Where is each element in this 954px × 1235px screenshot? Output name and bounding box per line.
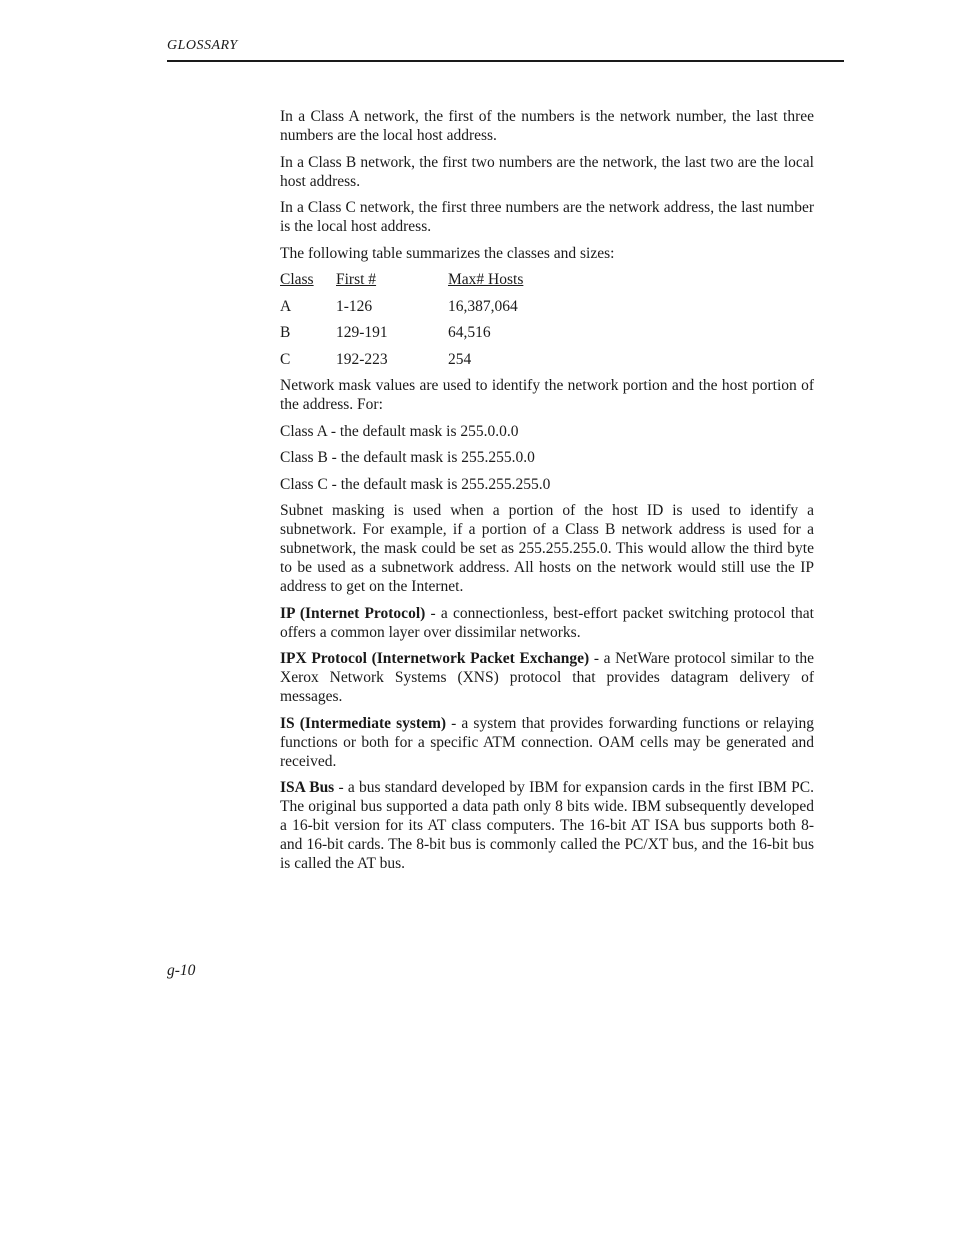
column-header-first: First # bbox=[336, 271, 377, 288]
glossary-definition: - a bus standard developed by IBM for expansion cards in the first IBM PC. The original bus supported a data path only 8 bits wide. IBM subsequently developed a 16-bit version for its AT class computers. The 16-bit AT ISA bus supports both 8- and 16-bit cards. The 8-bit bus is commonly called the PC/XT bus, and the 16-bit bus is called the AT bus. bbox=[280, 779, 814, 872]
glossary-term: IPX Protocol (Internetwork Packet Exchange) bbox=[280, 650, 590, 667]
body-column bbox=[280, 107, 814, 881]
table-cell: 64,516 bbox=[448, 324, 491, 341]
paragraph-class-a: In a Class A network, the first of the numbers is the network number, the last three numbers are the local host address. bbox=[280, 108, 814, 144]
table-cell: 16,387,064 bbox=[448, 297, 518, 315]
column-header-max-hosts: Max# Hosts bbox=[448, 271, 524, 288]
table-cell: 129-191 bbox=[336, 324, 388, 341]
glossary-definition: - a system that provides forwarding functions or relaying functions or both for a specific ATM connection. OAM cells may be generated and received. bbox=[280, 714, 814, 770]
table-cell: 1-126 bbox=[336, 297, 373, 315]
glossary-term: IP (Internet Protocol) bbox=[280, 604, 426, 622]
header-rule bbox=[167, 60, 844, 62]
glossary-entry-ipx bbox=[280, 649, 814, 706]
table-row bbox=[280, 297, 814, 316]
paragraph-subnet-masking: Subnet masking is used when a portion of the host ID is used to identify a subnetwork. For example, if a portion of a Class B network address is used for a subnetwork, the mask could be set as 255.255.255.0. This would allow the third byte to be used as a subnetwork address. All hosts on the network would still use the IP address to get on the Internet. bbox=[280, 502, 814, 595]
glossary-entry-is bbox=[280, 714, 814, 771]
table-cell: B bbox=[280, 324, 291, 341]
glossary-entry-ip bbox=[280, 604, 814, 642]
table-cell: 254 bbox=[448, 350, 472, 368]
table-cell: C bbox=[280, 350, 291, 368]
running-head: GLOSSARY bbox=[167, 38, 238, 53]
table-row bbox=[280, 350, 814, 369]
paragraph-mask-class-c: Class C - the default mask is 255.255.255.0 bbox=[280, 475, 551, 493]
paragraph-mask-class-b: Class B - the default mask is 255.255.0.0 bbox=[280, 449, 535, 466]
table-cell: 192-223 bbox=[336, 350, 388, 368]
column-header-class: Class bbox=[280, 271, 314, 288]
glossary-definition: - a connectionless, best-effort packet switching protocol that offers a common layer over dissimilar networks. bbox=[280, 604, 814, 641]
glossary-term: IS (Intermediate system) bbox=[280, 714, 447, 732]
glossary-term: ISA Bus bbox=[280, 779, 335, 796]
class-table bbox=[280, 270, 814, 369]
table-header-row bbox=[280, 270, 814, 289]
paragraph-class-c: In a Class C network, the first three numbers are the network address, the last number is the local host address. bbox=[280, 199, 814, 235]
paragraph-mask-class-a: Class A - the default mask is 255.0.0.0 bbox=[280, 422, 519, 440]
glossary-entry-isa-bus bbox=[280, 778, 814, 873]
paragraph-network-mask: Network mask values are used to identify the network portion and the host portion of the address. For: bbox=[280, 377, 814, 413]
paragraph-table-intro: The following table summarizes the classes and sizes: bbox=[280, 244, 615, 262]
paragraph-class-b: In a Class B network, the first two numbers are the network, the last two are the local host address. bbox=[280, 153, 814, 190]
table-row bbox=[280, 323, 814, 342]
glossary-definition: - a NetWare protocol similar to the Xerox Network Systems (XNS) protocol that provides datagram delivery of messages. bbox=[280, 650, 814, 705]
table-cell: A bbox=[280, 297, 292, 315]
page-number: g-10 bbox=[167, 962, 196, 979]
